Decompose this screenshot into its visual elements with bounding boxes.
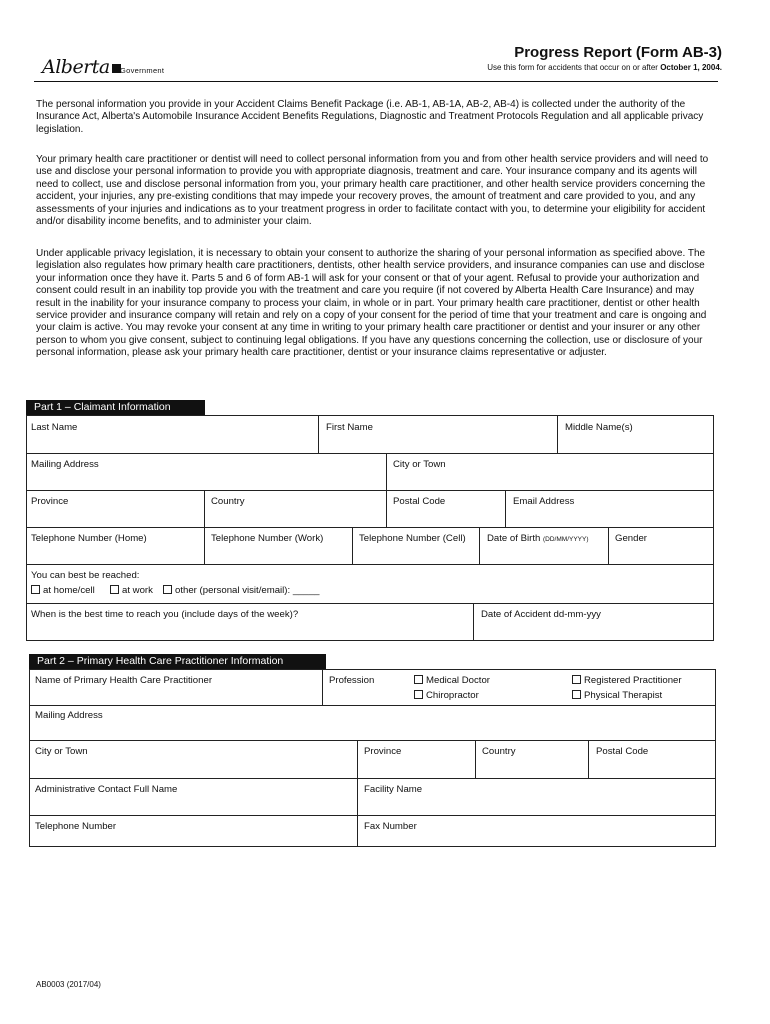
admin-contact-field[interactable]: Administrative Contact Full Name <box>35 784 178 795</box>
best-time-field[interactable]: When is the best time to reach you (include days of the week)? <box>31 609 299 620</box>
alberta-logo: Alberta <box>42 56 121 78</box>
reach-work-option[interactable]: at work <box>110 585 153 596</box>
checkbox-icon[interactable] <box>572 690 581 699</box>
privacy-paragraph-1: The personal information you provide in your Accident Claims Benefit Package (i.e. AB-1, AB-1A, AB-2, AB-4) is collected under the authority of the Insurance Act, Alberta's Automobile Insurance Accident Benefits Regulations, Diagnostic and Treatment Protocols Regulation and all applicable privacy legislation. <box>36 99 704 135</box>
part2-heading: Part 2 – Primary Health Care Practitioner Information <box>29 654 326 669</box>
rule <box>608 527 609 564</box>
part1-heading: Part 1 – Claimant Information <box>26 400 205 415</box>
rule <box>357 740 358 847</box>
chiropractor-option[interactable]: Chiropractor <box>414 690 479 701</box>
phone-home-field[interactable]: Telephone Number (Home) <box>31 533 147 544</box>
checkbox-icon[interactable] <box>414 675 423 684</box>
rule <box>322 669 323 705</box>
rule <box>352 527 353 564</box>
mailing-address-field[interactable]: Mailing Address <box>31 459 99 470</box>
accident-date-field[interactable]: Date of Accident dd-mm-yyy <box>481 609 601 620</box>
practitioner-province-field[interactable]: Province <box>364 746 402 757</box>
dob-field[interactable]: Date of Birth (DD/MM/YYYY) <box>487 533 589 544</box>
part1-table <box>26 415 714 641</box>
email-field[interactable]: Email Address <box>513 496 575 507</box>
rule <box>26 527 714 528</box>
rule <box>26 453 714 454</box>
profession-label: Profession <box>329 675 375 686</box>
practitioner-country-field[interactable]: Country <box>482 746 516 757</box>
practitioner-phone-field[interactable]: Telephone Number <box>35 821 117 832</box>
rule <box>386 490 387 527</box>
last-name-field[interactable]: Last Name <box>31 422 78 433</box>
practitioner-postal-field[interactable]: Postal Code <box>596 746 649 757</box>
rule <box>204 490 205 527</box>
country-field[interactable]: Country <box>211 496 245 507</box>
form-code: AB0003 (2017/04) <box>36 980 101 989</box>
practitioner-fax-field[interactable]: Fax Number <box>364 821 417 832</box>
rule <box>505 490 506 527</box>
postal-code-field[interactable]: Postal Code <box>393 496 446 507</box>
middle-names-field[interactable]: Middle Name(s) <box>565 422 633 433</box>
rule <box>26 564 714 565</box>
checkbox-icon[interactable] <box>31 585 40 594</box>
physical-therapist-option[interactable]: Physical Therapist <box>572 690 662 701</box>
checkbox-icon[interactable] <box>163 585 172 594</box>
practitioner-city-field[interactable]: City or Town <box>35 746 88 757</box>
form-subtitle: Use this form for accidents that occur on or after October 1, 2004. <box>487 63 722 72</box>
checkbox-icon[interactable] <box>110 585 119 594</box>
government-label: Government <box>120 66 165 75</box>
gender-field[interactable]: Gender <box>615 533 647 544</box>
registered-practitioner-option[interactable]: Registered Practitioner <box>572 675 682 686</box>
facility-name-field[interactable]: Facility Name <box>364 784 423 795</box>
practitioner-address-field[interactable]: Mailing Address <box>35 710 103 721</box>
phone-work-field[interactable]: Telephone Number (Work) <box>211 533 324 544</box>
rule <box>386 453 387 490</box>
checkbox-icon[interactable] <box>572 675 581 684</box>
medical-doctor-option[interactable]: Medical Doctor <box>414 675 490 686</box>
rule <box>479 527 480 564</box>
reach-other-option[interactable]: other (personal visit/email): _____ <box>163 585 320 596</box>
rule <box>29 815 716 816</box>
header-divider <box>34 81 718 82</box>
reached-label: You can best be reached: <box>31 570 140 581</box>
city-field[interactable]: City or Town <box>393 459 446 470</box>
rule <box>475 740 476 778</box>
form-title: Progress Report (Form AB-3) <box>514 44 722 61</box>
practitioner-name-field[interactable]: Name of Primary Health Care Practitioner <box>35 675 213 686</box>
privacy-paragraph-2: Your primary health care practitioner or dentist will need to collect personal information from you and from other health service providers and will need to use and disclose your personal information to provide you with appropriate diagnosis, treatment and care. Your insurance company and its agents will need to collect, use and disclose personal information from you, your primary health care practitioner, and other health service providers concerning the accident, your injuries, any pre-existing conditions that may impede your recovery proves, the amount of treatment and care provided to you, and any assessments of your injuries and indications as to your treatment progress in order to facilitate contact with you, to determine your eligibility for accident and/or disability income benefits, and to administer your claim. <box>36 154 709 228</box>
rule <box>318 415 319 453</box>
first-name-field[interactable]: First Name <box>326 422 373 433</box>
rule <box>29 740 716 741</box>
rule <box>204 527 205 564</box>
rule <box>473 603 474 641</box>
rule <box>29 778 716 779</box>
privacy-paragraph-3: Under applicable privacy legislation, it is necessary to obtain your consent to authorize the sharing of your personal information as specified above. The legislation also regulates how primary health care practitioners, dentists, other health service providers, and insurance companies can use and disclose your information once they have it. Parts 5 and 6 of form AB-1 will ask for your consent or that of your agent. Refusal to provide your authorization and consent could result in an inability top provide you with the treatment and care you require (if not covered by Alberta Health Care Insurance) and may result in the inability for your insurance company to process your claim, in whole or in part. Your primary health care practitioner, dentist or other health service provider and insurance company will retain and rely on a copy of your consent for the period of time that your treatment and care is ongoing and your claim is active. You may revoke your consent at any time in writing to your primary health care practitioner or dentist and your insurer or any other person to whom you give consent, subject to continuing legal obligations. If you have any questions concerning the collection, use or disclosure of your personal information, please ask your primary health care practitioner, dentist or your insurance claims representative or adjuster. <box>36 248 707 359</box>
rule <box>26 603 714 604</box>
province-field[interactable]: Province <box>31 496 69 507</box>
checkbox-icon[interactable] <box>414 690 423 699</box>
rule <box>588 740 589 778</box>
rule <box>26 490 714 491</box>
phone-cell-field[interactable]: Telephone Number (Cell) <box>359 533 466 544</box>
rule <box>557 415 558 453</box>
reach-home-option[interactable]: at home/cell <box>31 585 95 596</box>
rule <box>29 705 716 706</box>
